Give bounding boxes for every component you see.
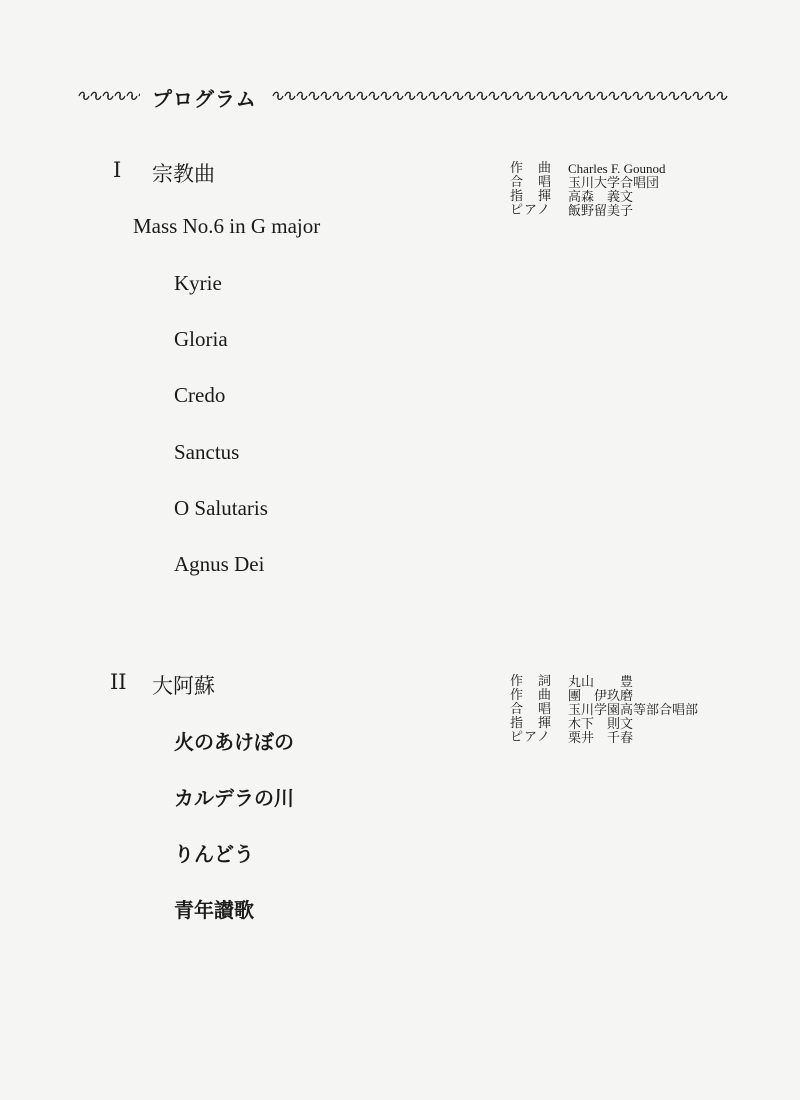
movement-item: Gloria xyxy=(174,327,228,351)
section-title: 宗教曲 xyxy=(152,162,215,186)
credit-role: 指 揮 xyxy=(510,189,553,204)
credit-role: 指 揮 xyxy=(510,716,553,731)
credit-role: ピアノ xyxy=(510,203,551,218)
credit-row xyxy=(510,689,698,703)
credit-role: 作 曲 xyxy=(510,161,553,176)
credit-value: 飯野留美子 xyxy=(568,203,634,218)
credit-role: ピアノ xyxy=(510,730,551,745)
section-numeral: II xyxy=(110,670,127,694)
credit-role: 合 唱 xyxy=(510,702,553,717)
credit-value: 團 伊玖磨 xyxy=(568,688,634,703)
credit-role: 作 曲 xyxy=(510,688,553,703)
credit-value: 丸山 豊 xyxy=(568,674,634,689)
section-numeral: I xyxy=(113,158,122,182)
decorative-border-left xyxy=(78,88,140,104)
credit-row xyxy=(510,190,666,204)
credits-list xyxy=(510,162,666,218)
page-title: プログラム xyxy=(152,87,257,111)
movement-item: Sanctus xyxy=(174,440,240,464)
section-title: 大阿蘇 xyxy=(152,674,215,698)
credit-role: 合 唱 xyxy=(510,175,553,190)
credit-row xyxy=(510,204,666,218)
scroll-ornament-icon xyxy=(272,88,728,104)
credit-value: 栗井 千春 xyxy=(568,730,634,745)
credit-row xyxy=(510,675,698,689)
credit-row xyxy=(510,176,666,190)
scroll-ornament-icon xyxy=(78,88,140,104)
credit-role: 作 詞 xyxy=(510,674,553,689)
credit-row xyxy=(510,162,666,176)
credit-row xyxy=(510,731,698,745)
credit-row xyxy=(510,703,698,717)
work-title: Mass No.6 in G major xyxy=(133,214,321,238)
movement-item: 火のあけぼの xyxy=(174,730,294,754)
credit-value: 玉川学園高等部合唱部 xyxy=(568,702,699,717)
credits-list xyxy=(510,675,698,745)
movement-item: りんどう xyxy=(174,842,254,866)
credit-value: 高森 義文 xyxy=(568,189,634,204)
credit-value: 木下 則文 xyxy=(568,716,634,731)
credit-value: 玉川大学合唱団 xyxy=(568,175,660,190)
movement-item: Agnus Dei xyxy=(174,552,265,576)
credit-row xyxy=(510,717,698,731)
movement-item: 青年讃歌 xyxy=(174,898,254,922)
movement-item: カルデラの川 xyxy=(174,786,294,810)
decorative-border-right xyxy=(272,88,728,104)
movement-item: Credo xyxy=(174,383,226,407)
credit-value: Charles F. Gounod xyxy=(568,161,666,176)
movement-item: O Salutaris xyxy=(174,496,268,520)
movement-item: Kyrie xyxy=(174,271,222,295)
